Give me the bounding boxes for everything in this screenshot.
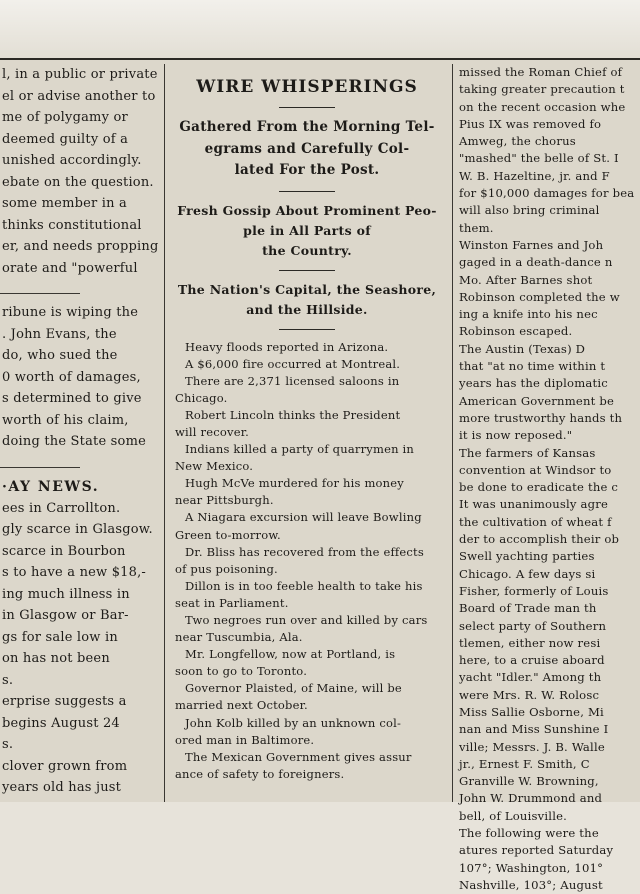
text-line: The farmers of Kansas bbox=[459, 445, 596, 460]
text-line: it is now reposed." bbox=[459, 428, 573, 443]
text-line: missed the Roman Chief of bbox=[459, 65, 623, 79]
text-line: begins August 24 bbox=[2, 715, 120, 731]
news-item bbox=[167, 544, 447, 578]
headline-divider bbox=[279, 107, 335, 108]
text-line: Fisher, formerly of Louis bbox=[459, 583, 609, 598]
text-line: egrams and Carefully Col- bbox=[204, 140, 410, 157]
news-item-line: seat in Parliament. bbox=[175, 595, 289, 610]
text-line: will also bring criminal bbox=[459, 203, 600, 218]
news-item bbox=[167, 373, 447, 407]
news-item-line: There are 2,371 licensed saloons in bbox=[185, 373, 400, 388]
text-line: convention at Windsor to bbox=[459, 462, 612, 477]
column-rule bbox=[452, 64, 453, 802]
deck-divider bbox=[279, 270, 335, 271]
text-line: deemed guilty of a bbox=[2, 131, 129, 147]
news-item bbox=[167, 475, 447, 509]
text-line: ing a knife into his nec bbox=[459, 307, 598, 322]
subheadline-2 bbox=[167, 201, 447, 261]
text-line: Miss Sallie Osborne, Mi bbox=[459, 704, 604, 719]
news-item-line: will recover. bbox=[175, 424, 249, 439]
news-item-line: of pus poisoning. bbox=[175, 561, 278, 576]
headline: WIRE WHISPERINGS bbox=[196, 77, 418, 97]
page-top-margin bbox=[0, 0, 640, 60]
news-item-line: Mr. Longfellow, now at Portland, is bbox=[185, 647, 396, 662]
column-rule bbox=[164, 64, 165, 802]
news-item-line: Governor Plaisted, of Maine, will be bbox=[185, 681, 402, 696]
text-line: The Nation's Capital, the Seashore, bbox=[177, 281, 437, 297]
text-line: do, who sued the bbox=[2, 348, 118, 363]
text-line: clover grown from bbox=[2, 758, 128, 774]
right-column bbox=[456, 64, 640, 892]
text-line: John W. Drummond and bbox=[459, 791, 603, 806]
text-line: "mashed" the belle of St. I bbox=[459, 151, 619, 166]
text-line: on has not been bbox=[2, 651, 110, 666]
text-line: Chicago. A few days si bbox=[459, 566, 596, 581]
text-line: be done to eradicate the c bbox=[459, 480, 619, 495]
text-line: el or advise another to bbox=[2, 88, 156, 104]
subheadline-3 bbox=[167, 280, 447, 320]
deck-divider bbox=[279, 191, 335, 192]
news-item bbox=[167, 680, 447, 714]
text-line: Board of Trade man th bbox=[459, 601, 597, 616]
text-line: s. bbox=[2, 737, 14, 752]
column-divider bbox=[0, 293, 80, 294]
news-item bbox=[167, 407, 447, 441]
news-item-line: Dillon is in too feeble health to take his bbox=[185, 578, 423, 593]
text-line: l, in a public or private bbox=[2, 67, 158, 82]
news-item-line: A $6,000 fire occurred at Montreal. bbox=[185, 356, 401, 371]
text-line: ing much illness in bbox=[2, 586, 130, 602]
text-line: years has the diplomatic bbox=[459, 376, 608, 391]
text-line: W. B. Hazeltine, jr. and F bbox=[459, 168, 610, 183]
text-line: ebate on the question. bbox=[2, 174, 154, 190]
news-item bbox=[167, 646, 447, 680]
news-item bbox=[167, 339, 447, 356]
text-line: Nashville, 103°; August bbox=[459, 877, 603, 892]
left-paragraph-2 bbox=[0, 302, 160, 453]
text-line: gly scarce in Glasgow. bbox=[2, 522, 153, 537]
text-line: Pius IX was removed fo bbox=[459, 116, 602, 131]
text-line: scarce in Bourbon bbox=[2, 543, 126, 559]
text-line: jr., Ernest F. Smith, C bbox=[459, 756, 590, 771]
text-line: gs for sale low in bbox=[2, 629, 118, 645]
text-line: the cultivation of wheat f bbox=[459, 514, 612, 529]
text-line: on the recent occasion whe bbox=[459, 99, 626, 114]
news-item bbox=[167, 612, 447, 646]
newspaper-page bbox=[0, 58, 640, 892]
text-line: s to have a new $18,- bbox=[2, 565, 147, 580]
text-line: more trustworthy hands th bbox=[459, 410, 623, 425]
text-line: them. bbox=[459, 220, 494, 235]
news-item-line: John Kolb killed by an unknown col- bbox=[185, 715, 402, 730]
text-line: that "at no time within t bbox=[459, 359, 606, 374]
news-item-line: ored man in Baltimore. bbox=[175, 732, 315, 747]
text-line: s determined to give bbox=[2, 391, 142, 406]
text-line: here, to a cruise aboard bbox=[459, 653, 605, 668]
text-line: ville; Messrs. J. B. Walle bbox=[459, 739, 605, 754]
news-item-line: near Tuscumbia, Ala. bbox=[175, 630, 303, 645]
news-item-line: Indians killed a party of quarrymen in bbox=[185, 442, 415, 457]
text-line: years old has just bbox=[2, 780, 122, 795]
subheadline-1 bbox=[167, 117, 447, 182]
text-line: select party of Southern bbox=[459, 618, 607, 633]
text-line: orate and "powerful bbox=[2, 260, 138, 276]
news-item-line: ance of safety to foreigners. bbox=[175, 766, 345, 781]
news-item-line: Dr. Bliss has recovered from the effects bbox=[185, 544, 424, 559]
news-item-line: Chicago. bbox=[175, 390, 228, 405]
left-paragraph-1 bbox=[0, 64, 160, 279]
text-line: ple in All Parts of bbox=[243, 222, 371, 238]
text-line: doing the State some bbox=[2, 434, 147, 449]
deck-divider bbox=[279, 329, 335, 330]
news-item bbox=[167, 509, 447, 543]
text-line: The Austin (Texas) D bbox=[459, 341, 586, 356]
column-divider bbox=[0, 467, 80, 468]
text-line: and the Hillside. bbox=[246, 301, 368, 317]
text-line: Winston Farnes and Joh bbox=[459, 237, 604, 252]
news-item-line: Heavy floods reported in Arizona. bbox=[185, 339, 389, 354]
text-line: s. bbox=[2, 672, 14, 688]
right-column-text bbox=[456, 64, 640, 894]
text-line: the Country. bbox=[262, 242, 352, 258]
text-line: tlemen, either now resi bbox=[459, 635, 601, 650]
text-line: in Glasgow or Bar- bbox=[2, 608, 129, 623]
news-item bbox=[167, 715, 447, 749]
text-line: Robinson completed the w bbox=[459, 289, 620, 304]
center-column bbox=[167, 64, 447, 802]
text-line: ribune is wiping the bbox=[2, 305, 139, 320]
text-line: were Mrs. R. W. Rolosc bbox=[459, 687, 600, 702]
text-line: American Government be bbox=[459, 393, 615, 408]
text-line: Fresh Gossip About Prominent Peo- bbox=[177, 202, 437, 218]
text-line: thinks constitutional bbox=[2, 217, 142, 233]
text-line: Swell yachting parties bbox=[459, 549, 595, 564]
text-line: unished accordingly. bbox=[2, 153, 142, 168]
news-item bbox=[167, 578, 447, 612]
news-item-line: The Mexican Government gives assur bbox=[185, 749, 412, 764]
section-heading: ·AY NEWS. bbox=[2, 478, 100, 495]
news-item-line: A Niagara excursion will leave Bowling bbox=[185, 510, 422, 525]
text-line: gaged in a death-dance n bbox=[459, 255, 613, 270]
news-item-line: Green to-morrow. bbox=[175, 527, 281, 542]
news-item-line: Hugh McVe murdered for his money bbox=[185, 476, 404, 491]
news-item-line: Robert Lincoln thinks the President bbox=[185, 407, 401, 422]
text-line: It was unanimously agre bbox=[459, 497, 609, 512]
text-line: taking greater precaution t bbox=[459, 82, 625, 97]
left-paragraph-3 bbox=[0, 498, 160, 799]
text-line: for $10,000 damages for bea bbox=[459, 186, 635, 201]
news-item bbox=[167, 441, 447, 475]
text-line: Gathered From the Morning Tel- bbox=[179, 119, 435, 135]
text-line: Robinson escaped. bbox=[459, 324, 573, 339]
text-line: some member in a bbox=[2, 196, 127, 211]
text-line: ees in Carrollton. bbox=[2, 500, 121, 516]
news-item-line: soon to go to Toronto. bbox=[175, 664, 308, 679]
text-line: nan and Miss Sunshine I bbox=[459, 722, 609, 737]
text-line: bell, of Louisville. bbox=[459, 808, 568, 823]
text-line: Mo. After Barnes shot bbox=[459, 272, 593, 287]
left-column bbox=[0, 64, 160, 802]
news-item-line: New Mexico. bbox=[175, 459, 254, 474]
news-item bbox=[167, 749, 447, 783]
news-item-line: Two negroes run over and killed by cars bbox=[185, 613, 428, 627]
text-line: me of polygamy or bbox=[2, 110, 128, 125]
text-line: The following were the bbox=[459, 826, 599, 841]
text-line: lated For the Post. bbox=[234, 162, 380, 178]
news-item bbox=[167, 356, 447, 373]
text-line: . John Evans, the bbox=[2, 326, 117, 342]
text-line: 107°; Washington, 101° bbox=[459, 860, 604, 875]
news-item-line: near Pittsburgh. bbox=[175, 493, 274, 508]
text-line: 0 worth of damages, bbox=[2, 369, 141, 385]
text-line: yacht "Idler." Among th bbox=[459, 670, 602, 685]
text-line: Amweg, the chorus bbox=[459, 134, 576, 149]
text-line: worth of his claim, bbox=[2, 412, 129, 428]
text-line: der to accomplish their ob bbox=[459, 532, 620, 547]
text-line: erprise suggests a bbox=[2, 694, 127, 709]
text-line: atures reported Saturday bbox=[459, 843, 614, 858]
text-line: er, and needs propping bbox=[2, 239, 159, 254]
news-item-line: married next October. bbox=[175, 698, 308, 713]
news-items bbox=[167, 339, 447, 783]
text-line: Granville W. Browning, bbox=[459, 774, 599, 789]
